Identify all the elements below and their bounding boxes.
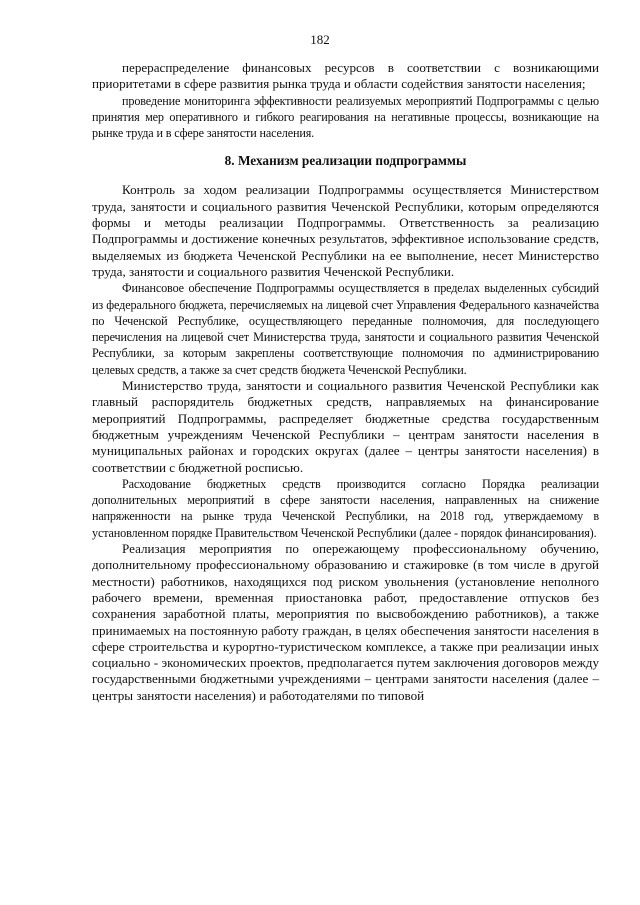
paragraph-ministry-distribution: Министерство труда, занятости и социального развития Чеченской Республики как главный распорядитель бюджетных средств, направляемых на финансирование мероприятий Подпрограммы, распределяет бюджетные средства государственным бюджетным учреждениям Чеченской Республики – центрам занятости населения в муниципальных районах и городских округах (далее – центры занятости населения) в соответствии с бюджетной росписью. [92, 378, 599, 475]
paragraph-resource-redistribution: перераспределение финансовых ресурсов в соответствии с возникающими приоритетами в сфере развития рынка труда и области содействия занятости населения; [92, 60, 599, 92]
page-content [92, 60, 599, 704]
page-number: 182 [310, 32, 330, 47]
paragraph-financing: Финансовое обеспечение Подпрограммы осуществляется в пределах выделенных субсидий из федерального бюджета, перечисляемых на лицевой счет Управления Федерального казначейства по Чеченской Республике, осуществляющего переданные полномочия, для последующего перечисления на лицевой счет Министерства труда, занятости и социального развития Чеченской Республики, за которым закреплены соответствующие полномочия по администрированию целевых средств, а также за счет средств бюджета Чеченской Республики. [92, 281, 599, 377]
section-title: 8. Механизм реализации подпрограммы [224, 153, 467, 169]
paragraph-monitoring: проведение мониторинга эффективности реализуемых мероприятий Подпрограммы с целью принятия мер оперативного и гибкого реагирования на негативные процессы, возникающие на рынке труда и в сфере занятости населения. [92, 93, 599, 141]
paragraph-training-measures: Реализация мероприятия по опережающему профессиональному обучению, дополнительному профессиональному образованию и стажировке (в том числе в другой местности) работников, находящихся под риском увольнения (установление неполного рабочего времени, временная приостановка работ, предоставление отпусков без сохранения заработной платы, мероприятия по высвобождению работников), а также принимаемых на постоянную работу граждан, в целях обеспечения занятости населения в сфере строительства и курортно-туристическом комплексе, а также при реализации иных социально - экономических проектов, предполагается путем заключения договоров между государственными бюджетными учреждениями – центрами занятости населения (далее – центры занятости населения) и работодателями по типовой [92, 541, 599, 703]
paragraph-control: Контроль за ходом реализации Подпрограммы осуществляется Министерством труда, занятости и социального развития Чеченской Республики, которым определяются формы и методы реализации Подпрограммы. Ответственность за реализацию Подпрограммы и достижение конечных результатов, эффективное использование средств, выделяемых из бюджета Чеченской Республики на ее выполнение, несет Министерство труда, занятости и социального развития Чеченской Республики. [92, 182, 599, 279]
paragraph-spending-procedure: Расходование бюджетных средств производится согласно Порядка реализации дополнительных мероприятий в сфере занятости населения, направленных на снижение напряженности на рынке труда Чеченской Республики, на 2018 год, утверждаемому в установленном порядке Правительством Чеченской Республики (далее - порядок финансирования). [92, 476, 599, 540]
